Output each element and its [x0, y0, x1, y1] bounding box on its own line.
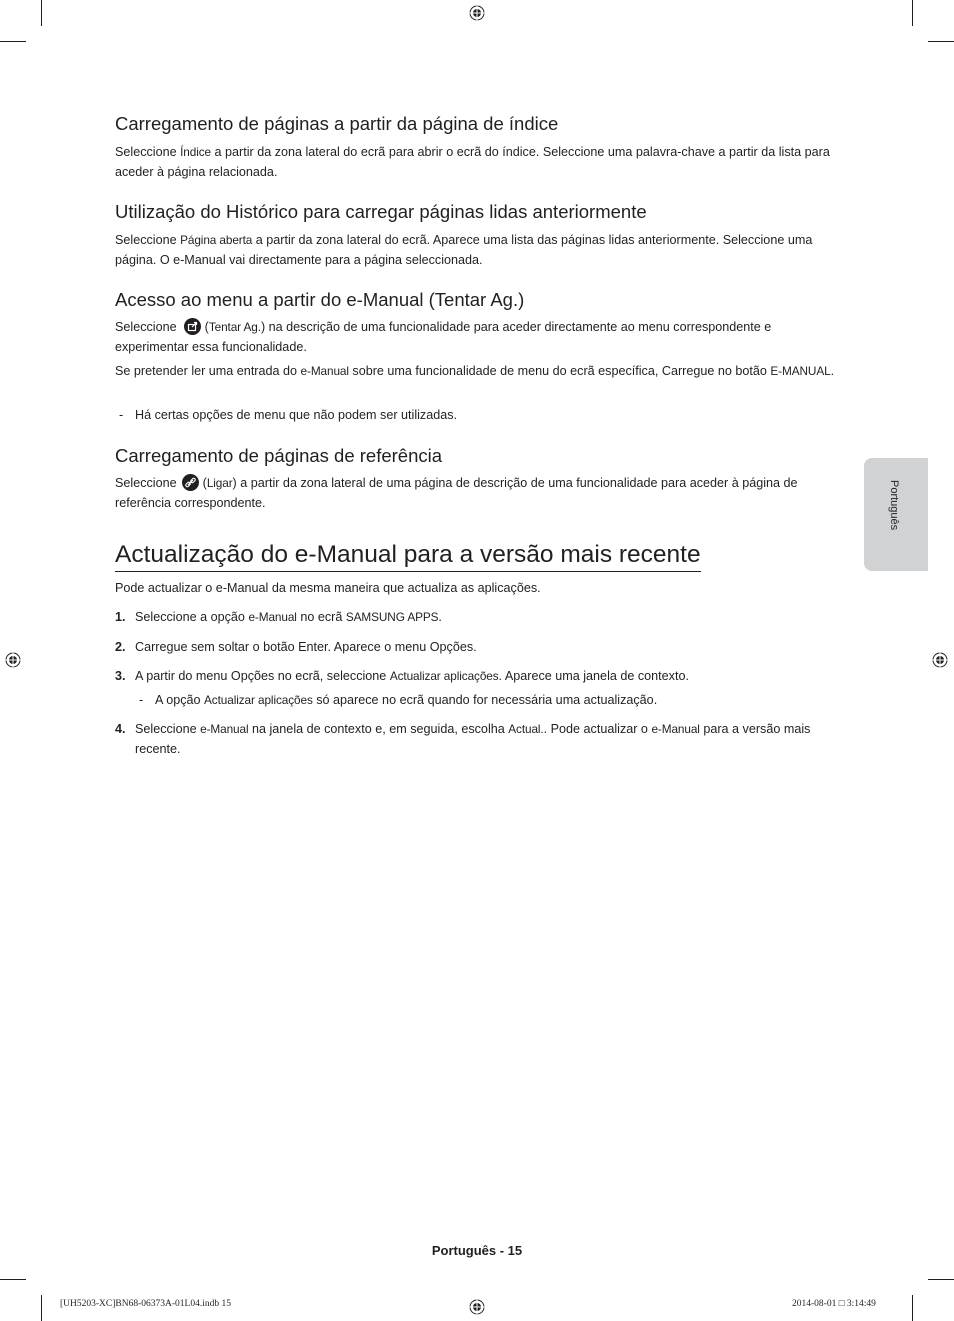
section-heading-reference: Carregamento de páginas de referência [115, 445, 443, 466]
section-heading-index: Carregamento de páginas a partir da página de índice [115, 113, 559, 134]
main-heading: Actualização do e-Manual para a versão mais recente [115, 540, 701, 572]
crop-mark [928, 1279, 954, 1280]
section-heading-try-now: Acesso ao menu a partir do e-Manual (Tentar Ag.) [115, 289, 525, 310]
crop-mark [0, 41, 26, 42]
keyword: Actualizar aplicações [204, 693, 313, 707]
keyword: SAMSUNG APPS [345, 610, 439, 624]
crop-mark [928, 41, 954, 42]
keyword: e-Manual [248, 610, 297, 624]
section-body-index: Seleccione Índice a partir da zona lateral do ecrã para abrir o ecrã do índice. Seleccione uma palavra-chave a partir da lista para aceder à página relacionada. [115, 145, 830, 179]
crop-mark [912, 1295, 913, 1321]
language-side-tab-label: Português [888, 480, 900, 531]
keyword: e-Manual [651, 722, 700, 736]
try-now-icon [184, 318, 201, 335]
section-body-try-now-2: Se pretender ler uma entrada do e-Manual sobre uma funcionalidade de menu do ecrã específica, Carregue no botão E-MANUAL. [115, 364, 835, 378]
keyword: Ligar [206, 476, 233, 490]
crop-mark [41, 1295, 42, 1321]
registration-mark-icon [468, 1298, 486, 1316]
crop-mark [41, 0, 42, 26]
link-icon [182, 474, 199, 491]
registration-mark-icon [4, 651, 22, 669]
crop-mark [0, 1279, 26, 1280]
keyword: Página aberta [180, 233, 253, 247]
page-number: Português - 15 [431, 1243, 523, 1258]
language-side-tab [864, 458, 928, 571]
main-intro: Pode actualizar o e-Manual da mesma maneira que actualiza as aplicações. [115, 581, 541, 595]
keyword: Índice [180, 145, 211, 159]
keyword: Actualizar aplicações [389, 669, 499, 683]
section-body-reference: Seleccione (Ligar) a partir da zona lateral de uma página de descrição de uma funcionalidade para aceder à página de referência correspondente. [115, 476, 798, 510]
keyword: e-Manual [300, 364, 349, 378]
registration-mark-icon [468, 4, 486, 22]
print-slug-file: [UH5203-XC]BN68-06373A-01L04.indb 15 [60, 1299, 231, 1309]
keyword: E-MANUAL [770, 364, 831, 378]
section-body-try-now: Seleccione (Tentar Ag.) na descrição de uma funcionalidade para aceder directamente ao menu correspondente e experimentar essa funcionalidade. [115, 320, 772, 354]
registration-mark-icon [931, 651, 949, 669]
crop-mark [912, 0, 913, 26]
print-slug-date: 2014-08-01 □ 3:14:49 [792, 1299, 876, 1309]
keyword: Actual. [508, 722, 544, 736]
keyword: Tentar Ag. [208, 320, 261, 334]
section-heading-history: Utilização do Histórico para carregar páginas lidas anteriormente [115, 201, 647, 222]
section-body-history: Seleccione Página aberta a partir da zona lateral do ecrã. Aparece uma lista das páginas lidas anteriormente. Seleccione uma página. O e-Manual vai directamente para a página seleccionada. [115, 233, 813, 267]
keyword: e-Manual [200, 722, 249, 736]
